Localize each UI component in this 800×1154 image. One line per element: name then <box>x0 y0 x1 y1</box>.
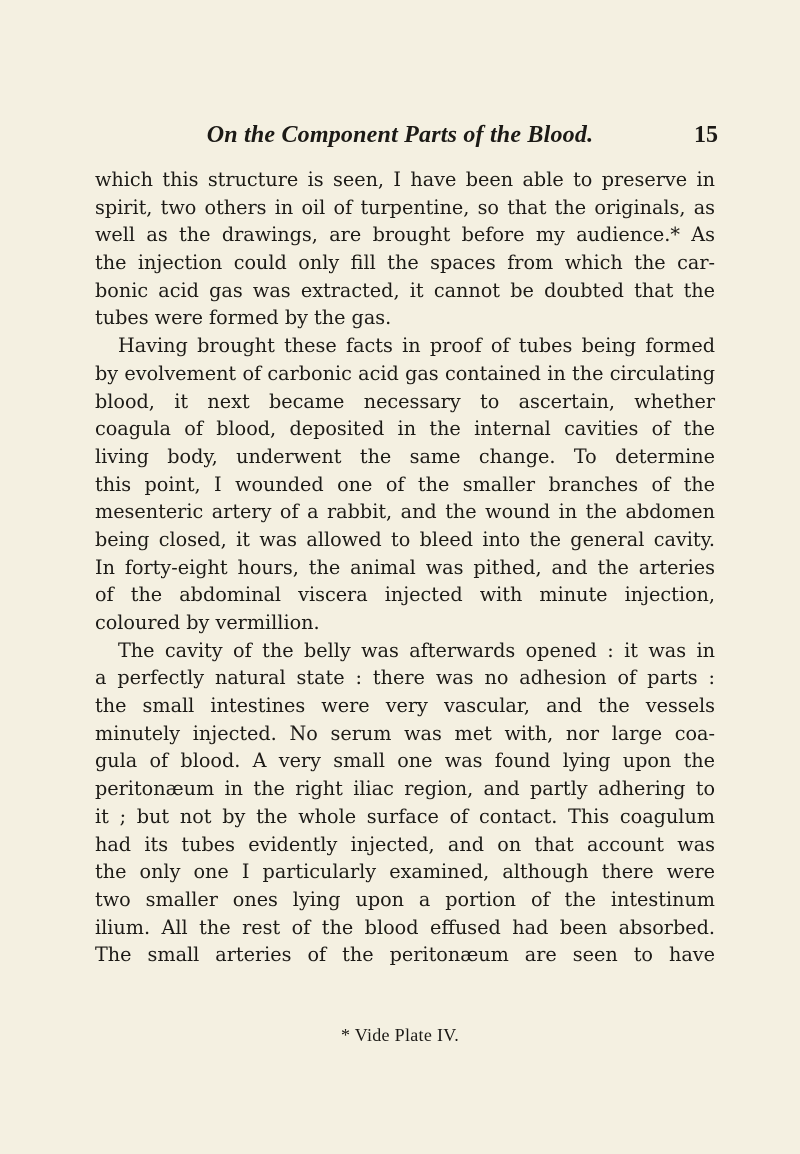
text-line: In forty-eight hours, the animal was pithed, and the arteries <box>95 555 715 579</box>
text-line: tubes were formed by the gas. <box>95 306 392 330</box>
running-title: On the Component Parts of the Blood. <box>206 122 594 148</box>
text-line: ilium. All the rest of the blood effused had been absorbed. <box>95 915 715 939</box>
text-line: spirit, two others in oil of turpentine, so that the originals, as <box>95 195 715 219</box>
page-header <box>0 122 800 154</box>
text-line: the injection could only fill the spaces from which the car- <box>95 251 715 275</box>
text-line: which this structure is seen, I have been able to preserve in <box>95 168 715 191</box>
text-line: a perfectly natural state : there was no adhesion of parts : <box>95 666 715 690</box>
text-line: Having brought these facts in proof of tubes being formed <box>118 334 715 358</box>
text-line: the small intestines were very vascular, and the vessels <box>95 694 715 718</box>
text-line: The small arteries of the peritonæum are seen to have <box>95 943 715 967</box>
text-line: had its tubes evidently injected, and on that account was <box>95 832 715 856</box>
text-line: mesenteric artery of a rabbit, and the wound in the abdomen <box>95 500 715 524</box>
text-line: gula of blood. A very small one was found lying upon the <box>95 749 715 773</box>
text-line: bonic acid gas was extracted, it cannot be doubted that the <box>95 278 715 302</box>
text-line: well as the drawings, are brought before my audience.* As <box>95 223 715 247</box>
text-line: The cavity of the belly was afterwards opened : it was in <box>118 638 715 662</box>
text-line: by evolvement of carbonic acid gas contained in the circulating <box>95 361 715 385</box>
text-line: coagula of blood, deposited in the internal cavities of the <box>95 417 715 441</box>
footnote: * Vide Plate IV. <box>340 1025 460 1045</box>
text-line: being closed, it was allowed to bleed into the general cavity. <box>95 527 715 551</box>
page-number: 15 <box>694 122 718 148</box>
text-line: this point, I wounded one of the smaller branches of the <box>95 472 715 496</box>
text-line: it ; but not by the whole surface of contact. This coagulum <box>95 804 715 828</box>
text-line: blood, it next became necessary to ascertain, whether <box>95 389 715 413</box>
body-text <box>95 166 715 969</box>
text-line: coloured by vermillion. <box>95 611 320 634</box>
text-line: living body, underwent the same change. To determine <box>95 444 715 468</box>
text-line: peritonæum in the right iliac region, and partly adhering to <box>95 777 715 801</box>
text-line: the only one I particularly examined, although there were <box>95 860 715 884</box>
text-line: minutely injected. No serum was met with, nor large coa- <box>95 721 715 745</box>
text-line: of the abdominal viscera injected with minute injection, <box>95 583 715 607</box>
text-line: two smaller ones lying upon a portion of the intestinum <box>95 887 715 911</box>
